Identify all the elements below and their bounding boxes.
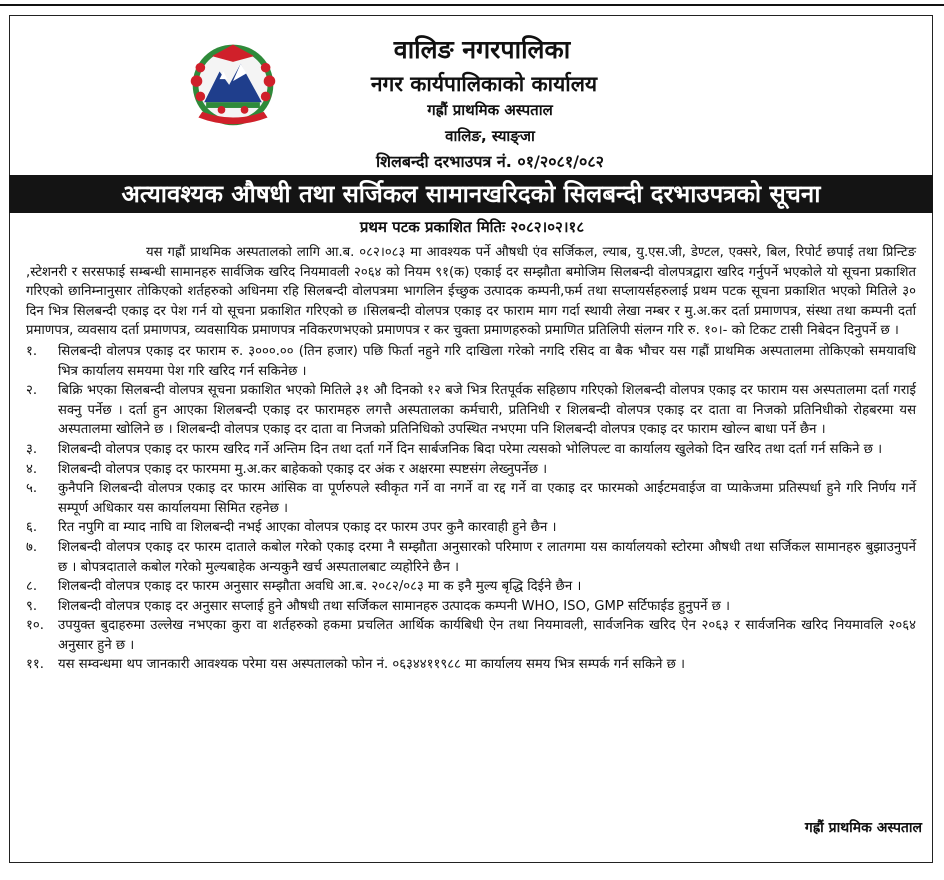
item-text: शिलबन्दी वोलपत्र एकाइ दर फारममा मु.अ.कर बाहेकको एकाइ दर अंक र अक्षरमा स्पष्टसंग लेख्नुपर्नेछ । [58, 461, 548, 477]
list-item [26, 597, 916, 617]
list-item [26, 538, 916, 577]
item-number: ११. [26, 657, 44, 673]
item-number: २. [26, 383, 38, 399]
list-item [26, 479, 916, 518]
tender-number: शिलबन्दी दरभाउपत्र नं. ०१/२०८१/०८२ [376, 152, 604, 171]
list-item [26, 616, 916, 655]
item-text: सिलबन्दी वोलपत्र एकाइ दर फाराम रु. ३०००.०० (तिन हजार) पछि फिर्ता नहुने गरि दाखिला गरेको नगदि रसिद वा बैक भौचर यस गह्रौं प्राथमिक अस्पतालमा तोकिएको समयावधि भित्र कार्यालय समयमा पेश गरि खरिद गर्न सकिनेछ । [58, 343, 916, 379]
item-text: बिक्रि भएका सिलबन्दी वोलपत्र सूचना प्रकाशित भएको मितिले ३१ औ दिनको १२ बजे भित्र रितपूर्वक सहिछाप गरिएको शिलबन्दी वोलपत्र एकाइ दर फाराम यस अस्पतालमा दर्ता गराई सक्नु पर्नेछ । दर्ता हुन आएका शिलबन्दी एकाइ दर फारामहरु लगत्तै अस्पतालका कर्मचारी, प्रतिनिधी र शिलबन्दी वोलपत्र एकाइ दर दाता वा निजको प्रतिनिधीको रोहबरमा यस अस्पतालमा खोलिने छ । शिलबन्दी वोलपत्र एकाइ दर दाता वा निजको प्रतिनिधिको उपस्थित नभएमा पनि शिलबन्दी वोलपत्र एकाइ दर फाराम खोल्न बाधा पर्ने छैन । [58, 383, 916, 438]
list-item [26, 381, 916, 440]
intro-paragraph: यस गह्रौं प्राथमिक अस्पतालको लागि आ.ब. ०८२।०८३ मा आवश्यक पर्ने औषधी एंव सर्जिकल, ल्याब, यु.एस.जी, डेण्टल, एक्सरे, बिल, रिपोर्ट छपाई तथा प्रिन्टिङ ,स्टेशनरी र सरसफाई सम्बन्धी सामानहरु सार्वजिक खरिद नियमावली २०६४ को नियम ९१(क) एकाई दर सम्झौता बमोजिम सिलबन्दी वोलपत्रद्वारा खरिद गर्नुपर्ने भएकोले यो सूचना प्रकाशित गरिएको छानिम्नानुसार तोकिएको शर्तहरुको अधिनमा रहि सिलबन्दी वोलपत्रमा भागलिन ईच्छुक उत्पादक कम्पनी,फर्म तथा सप्लायर्सहरुलाई प्रथम पटक सूचना प्रकाशित भएको मितिले ३० दिन भित्र सिलबन्दी एकाइ दर पेश गर्न यो सूचना प्रकाशित गरिएको छ ।सिलबन्दी वोलपत्र एकाइ दर फाराम माग गर्दा स्थायी लेखा नम्बर र मु.अ.कर दर्ता प्रमाणपत्र, संस्था तथा कम्पनी दर्ता प्रमाणपत्र, व्यवसाय दर्ता प्रमाणपत्र, व्यवसायिक प्रमाणपत्र नविकरणभएको प्रमाणपत्र र कर चुक्ता प्रमाणहरुको प्रमाणित प्रतिलिपी संलग्न गरि रु. १०।- को टिकट टासी निबेदन दिनुपर्ने छ । [26, 245, 916, 339]
list-item [26, 577, 916, 597]
list-item [26, 460, 916, 480]
item-text: यस सम्वन्धमा थप जानकारी आवश्यक परेमा यस अस्पतालको फोन नं. ०६३४४११९८८ मा कार्यालय समय भित्र सम्पर्क गर्न सकिने छ । [58, 657, 686, 673]
item-number: १. [26, 343, 38, 359]
item-number: ८. [26, 579, 38, 595]
item-number: ६. [26, 520, 38, 536]
item-text: शिलबन्दी वोलपत्र एकाइ दर अनुसार सप्लाई हुने औषधी तथा सर्जिकल सामानहरु उत्पादक कम्पनी WHO, ISO, GMP सर्टिफाईड हुनुपर्ने छ । [58, 598, 731, 614]
item-number: ९. [26, 598, 38, 614]
office-name: नगर कार्यपालिकाको कार्यालय [370, 72, 598, 96]
top-rule [0, 4, 944, 6]
notice-title-banner: अत्यावश्यक औषधी तथा सर्जिकल सामानखरिदको सिलबन्दी दरभाउपत्रको सूचना [9, 175, 933, 213]
list-item [26, 440, 916, 460]
publish-date: प्रथम पटक प्रकाशित मितिः २०८२।०२।१८ [359, 218, 585, 236]
item-text: शिलबन्दी वोलपत्र एकाइ दर फारम अनुसार सम्झौता अवधि आ.ब. २०८२/०८३ मा क इनै मुल्य बृद्धि दिईने छैन । [58, 579, 582, 595]
item-text: शिलबन्दी वोलपत्र एकाइ दर फारम खरिद गर्ने अन्तिम दिन तथा दर्ता गर्ने दिन सार्बजनिक बिदा परेमा त्यसको भोलिपल्ट वा कार्यालय खुलेको दिन खरिद तथा दर्ता गर्न सकिने छ । [58, 441, 883, 457]
item-number: ४. [26, 461, 38, 477]
list-item [26, 342, 916, 381]
municipality-name: वालिङ नगरपालिका [393, 35, 571, 64]
item-number: ७. [26, 539, 38, 555]
item-number: ५. [26, 481, 38, 497]
address: वालिङ, स्याङ्जा [445, 127, 535, 145]
list-item [26, 655, 916, 675]
list-item [26, 518, 916, 538]
signature: गह्रौं प्राथमिक अस्पताल [804, 820, 922, 836]
conditions-list [26, 342, 916, 675]
notice-body [26, 243, 916, 675]
item-number: ३. [26, 441, 38, 457]
item-number: १०. [26, 618, 44, 634]
item-text: उपयुक्त बुदाहरुमा उल्लेख नभएका कुरा वा शर्तहरुको हकमा प्रचलित आर्थिक कार्यबिधी ऐन तथा नियमावली, सार्वजनिक खरिद ऐन २०६३ र सार्वजनिक खरिद नियमावलि २०६४ अनुसार हुने छ । [58, 618, 916, 653]
item-text: शिलबन्दी वोलपत्र एकाइ दर फारम दाताले कबोल गरेको एकाइ दरमा नै सम्झौता अनुसारको परिमाण र लातगमा यस कार्यालयको स्टोरमा औषधी तथा सर्जिकल सामानहरु बुझाउनुपर्ने छ । बोपत्रदाताले कबोल गरेको मुल्यबाहेक अन्यकुनै खर्च अस्पतालबाट व्यहोरिने छैन । [58, 539, 916, 575]
item-text: रित नपुगि वा म्याद नाघि वा शिलबन्दी नभई आएका वोलपत्र एकाइ दर फारम उपर कुनै कारवाही हुने छैन । [58, 520, 557, 536]
hospital-name: गह्रौं प्राथमिक अस्पताल [427, 101, 553, 119]
item-text: कुनैपनि शिलबन्दी वोलपत्र एकाइ दर फारम आंसिक वा पूर्णरुपले स्वीकृत गर्ने वा नगर्ने वा रद्द गर्ने वा एकाइ दर फारमको आईटमवाईज वा प्याकेजमा प्रतिस्पर्धा हुने गरि निर्णय गर्ने सम्पूर्ण अधिकार यस कार्यालयमा सिमित रहनेछ । [58, 481, 916, 516]
